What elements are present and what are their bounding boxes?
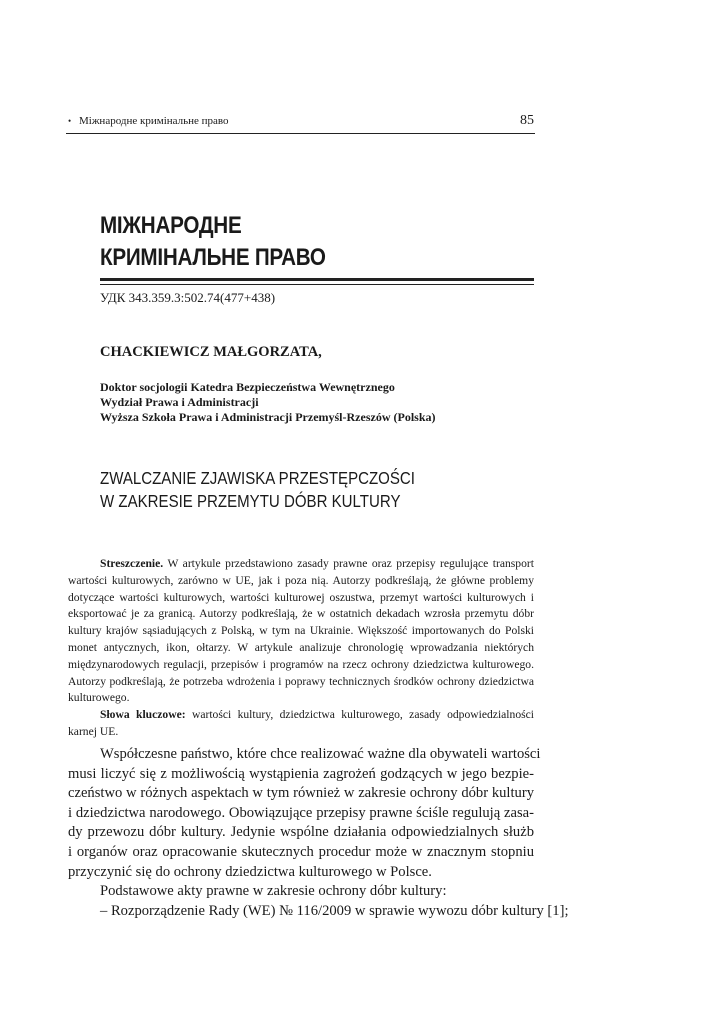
body-line: przyczynić się do ochrony dziedzictwa kulturowego w Polsce. xyxy=(68,863,432,880)
body-line: dy przewozu dóbr kultury. Jedynie wspólne działania odpowiedzialnych służb xyxy=(68,824,534,841)
article-title-line-2: W ZAKRESIE PRZEMYTU DÓBR KULTURY xyxy=(100,491,401,511)
abstract-label: Streszczenie. xyxy=(100,557,164,570)
abstract-line: dotyczące wartości kulturowych, wartości kulturowej oszustwa, przemyt wartości kulturowych i xyxy=(68,590,534,604)
udc-code: УДК 343.359.3:502.74(477+438) xyxy=(100,290,276,305)
abstract-line: eksportować je za granicą. Autorzy podkreślają, że w ostatnich dekadach wzrosła przemytu dóbr xyxy=(68,607,534,621)
abstract-line: kulturowego. xyxy=(68,691,130,705)
abstract-line: monet antycznych, ikon, ołtarzy. W artykule analizuje chronologię wprowadzania niektórych xyxy=(68,640,534,654)
keywords-label: Słowa kluczowe: xyxy=(100,708,186,722)
author-name: CHACKIEWICZ MAŁGORZATA, xyxy=(100,344,322,360)
section-title-rule-thin xyxy=(100,284,534,285)
running-header xyxy=(68,113,534,133)
affiliation-line-2: Wydział Prawa i Administracji xyxy=(100,395,259,409)
abstract-line: międzynarodowych regulacji, przepisów i programów na rzecz ochrony dziedzictwa kulturowego. xyxy=(68,657,534,671)
abstract xyxy=(68,556,534,741)
section-title-line-2: КРИМІНАЛЬНЕ ПРАВО xyxy=(100,244,326,271)
bullet-icon: • xyxy=(68,116,72,126)
body-line: czeństwo w różnych aspektach w tym również w zakresie ochrony dóbr kultury xyxy=(68,785,534,802)
abstract-line: kultury krajów sąsiadujących z Polską, w tym na Ukrainie. Większość importowanych do Polski xyxy=(68,624,534,638)
running-header-title: Міжнародне кримінальне право xyxy=(79,115,229,127)
section-title-line-1: МІЖНАРОДНЕ xyxy=(100,212,242,239)
abstract-line: Streszczenie. W artykule przedstawiono zasady prawne oraz przepisy regulujące transport xyxy=(100,557,534,570)
article-title xyxy=(100,467,415,513)
body-line: i dziedzictwa narodowego. Obowiązujące przepisy prawne ściśle regulują zasa- xyxy=(68,804,534,821)
body-line: – Rozporządzenie Rady (WE) № 116/2009 w sprawie wywozu dóbr kultury [1]; xyxy=(100,902,569,919)
header-divider xyxy=(66,133,535,134)
section-title-rule-thick xyxy=(100,278,534,281)
abstract-line: wartości kulturowych, zarówno w UE, jak i poza nią. Autorzy podkreślają, że główne problemy xyxy=(68,573,534,587)
keywords-line: karnej UE. xyxy=(68,724,119,738)
page-number: 85 xyxy=(520,113,534,128)
author-affiliation xyxy=(100,380,436,425)
abstract-line: Autorzy podkreślają, że potrzeba wdrożenia i poprawy technicznych środków ochrony dziedzictwa xyxy=(68,674,534,688)
body-line: Współczesne państwo, które chce realizować ważne dla obywateli wartości xyxy=(100,746,541,762)
affiliation-line-1: Doktor socjologii Katedra Bezpieczeństwa Wewnętrznego xyxy=(100,380,395,394)
body-text xyxy=(68,745,569,921)
article-title-line-1: ZWALCZANIE ZJAWISKA PRZESTĘPCZOŚCI xyxy=(100,468,415,488)
body-line: musi liczyć się z możliwością wystąpienia zagrożeń godzących w jego bezpie- xyxy=(68,765,534,782)
affiliation-line-3: Wyższa Szkoła Prawa i Administracji Przemyśl-Rzeszów (Polska) xyxy=(100,410,436,424)
section-title xyxy=(100,210,478,274)
body-line: Podstawowe akty prawne w zakresie ochrony dóbr kultury: xyxy=(100,883,447,900)
keywords-line: Słowa kluczowe: wartości kultury, dziedzictwa kulturowego, zasady odpowiedzialności xyxy=(100,708,535,722)
body-line: i organów oraz opracowanie skutecznych procedur może w znacznym stopniu xyxy=(68,843,534,860)
